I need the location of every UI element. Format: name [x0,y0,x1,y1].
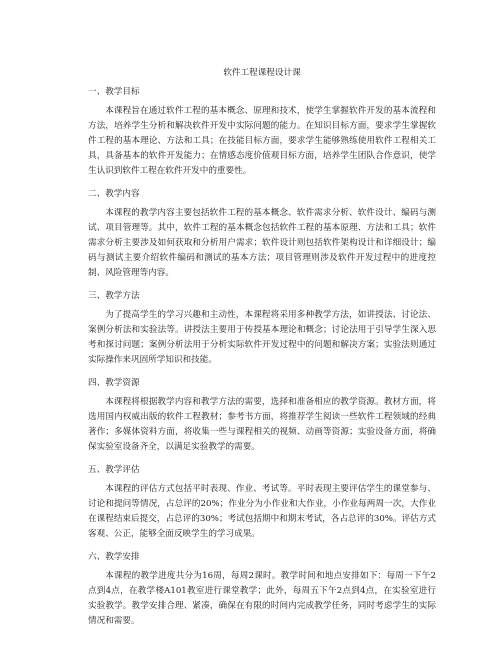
section-body: 本课程的评估方式包括平时表现、作业、考试等。平时表现主要评估学生的课堂参与、讨论和提问等情况，占总评的20%；作业分为小作业和大作业，小作业每两周一次，大作业在课程结束后提交，占总评的30%；考试包括期中和期末考试，各占总评的30%。评估方式客观、公正，能够全面反映学生的学习成果。 [88,484,436,539]
section-heading: 一、教学目标 [88,87,140,97]
section-heading: 四、教学资源 [88,378,140,388]
document-title: 软件工程课程设计课 [223,68,301,78]
section-body: 本课程的教学进度共分为16周，每周2课时。教学时间和地点安排如下：每周一下午2点到4点，在教学楼A101教室进行课堂教学；此外，每周五下午2点到4点，在实验室进行实验教学。教学安排合理、紧凑，确保在有限的时间内完成教学任务，同时考虑学生的实际情况和需要。 [88,571,436,626]
section-teaching-schedule [88,552,436,629]
section-heading: 二、教学内容 [88,189,140,199]
section-teaching-methods [88,291,436,368]
section-body: 为了提高学生的学习兴趣和主动性，本课程将采用多种教学方法，如讲授法、讨论法、案例分析法和实验法等。讲授法主要用于传授基本理论和概念；讨论法用于引导学生深入思考和探讨问题；案例分析法用于分析实际软件开发过程中的问题和解决方案；实验法则通过实际操作来巩固所学知识和技能。 [88,310,436,365]
section-teaching-content [88,189,436,281]
section-heading: 五、教学评估 [88,465,140,475]
section-body: 本课程的教学内容主要包括软件工程的基本概念、软件需求分析、软件设计、编码与测试、项目管理等。其中，软件工程的基本概念包括软件工程的基本原理、方法和工具；软件需求分析主要涉及如何获取和分析用户需求；软件设计则包括软件架构设计和详细设计；编码与测试主要介绍软件编码和测试的基本方法；项目管理则涉及软件开发过程中的进度控制、风险管理等内容。 [88,208,436,278]
section-body: 本课程将根据教学内容和教学方法的需要，选择和准备相应的教学资源。教材方面，将选用国内权威出版的软件工程教材；参考书方面，将推荐学生阅读一些软件工程领域的经典著作；多媒体资料方面，将收集一些与课程相关的视频、动画等资源；实验设备方面，将确保实验室设备齐全，以满足实验教学的需要。 [88,397,436,452]
section-teaching-objectives [88,87,436,179]
section-teaching-assessment [88,465,436,542]
section-heading: 三、教学方法 [88,291,140,301]
section-heading: 六、教学安排 [88,552,140,562]
section-body: 本课程旨在通过软件工程的基本概念、原理和技术，使学生掌握软件开发的基本流程和方法，培养学生分析和解决软件开发中实际问题的能力。在知识目标方面，要求学生掌握软件工程的基本理论、方法和工具；在技能目标方面，要求学生能够熟练使用软件工程相关工具，具备基本的软件开发能力；在情感态度价值观目标方面，培养学生团队合作意识，使学生认识到软件工程在软件开发中的重要性。 [88,106,436,176]
section-teaching-resources [88,378,436,455]
